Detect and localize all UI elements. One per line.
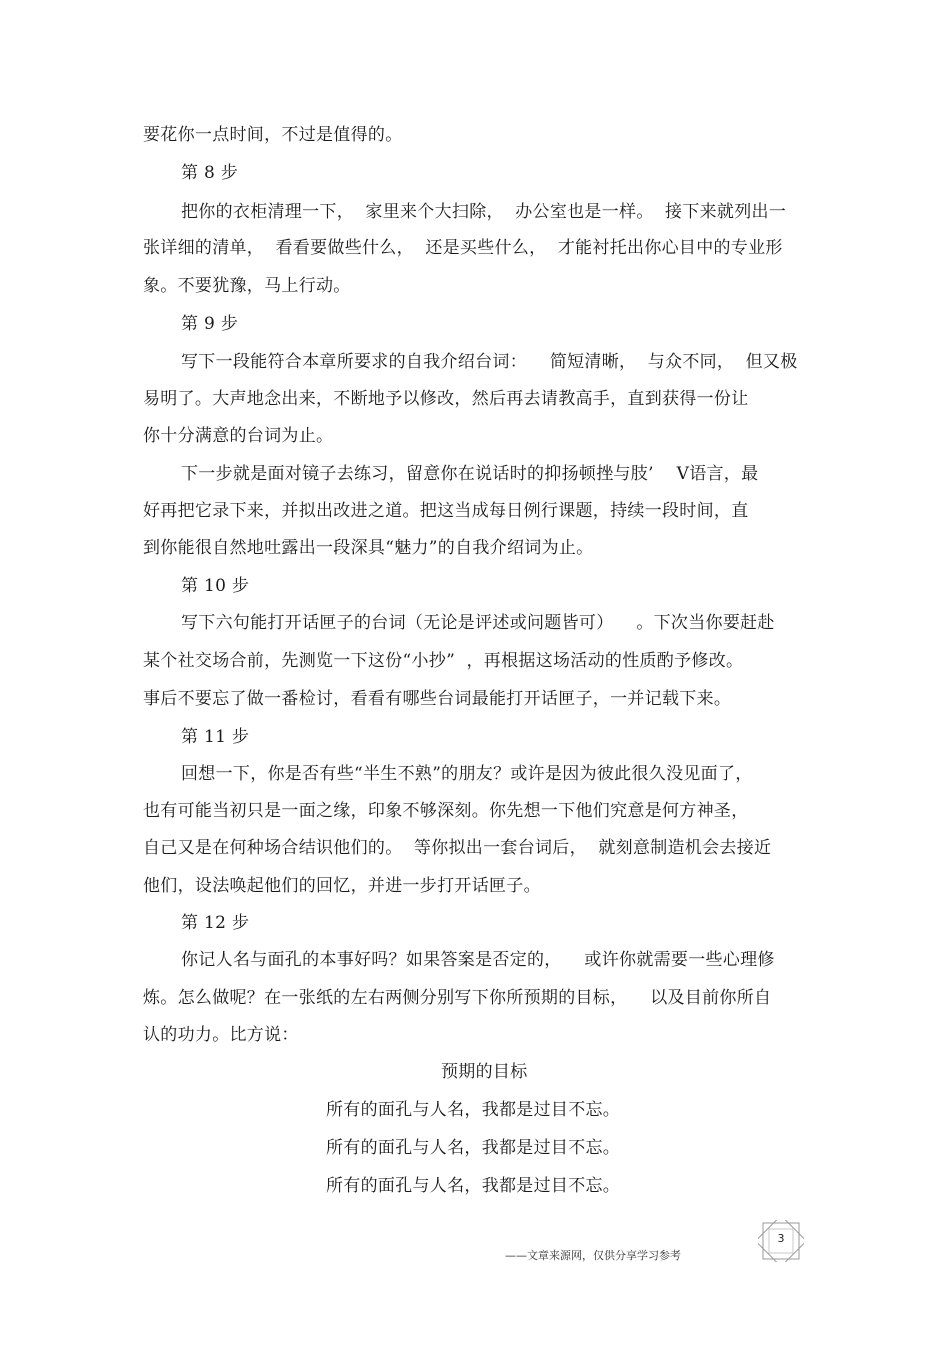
body-line: 第 11 步	[181, 727, 250, 747]
body-line: 张详细的清单， 看看要做些什么， 还是买些什么， 才能衬托出你心目中的专业形	[143, 238, 783, 258]
body-line: 也有可能当初只是一面之缘，印象不够深刻。你先想一下他们究意是何方神圣，	[143, 801, 749, 821]
body-line: 下一步就是面对镜子去练习，留意你在说话时的抑扬顿挫与肢’ V语言，最	[181, 464, 759, 484]
body-line: 好再把它录下来，并拟出改进之道。把这当成每日例行课题，持续一段时间，直	[143, 501, 749, 521]
body-line: 易明了。大声地念出来，不断地予以修改，然后再去请教高手，直到获得一份让	[143, 389, 749, 409]
body-line: 你十分满意的台词为止。	[143, 426, 334, 446]
body-line: 象。不要犹豫，马上行动。	[143, 276, 351, 296]
body-line: 你记人名与面孔的本事好吗？如果答案是否定的， 或许你就需要一些心理修	[181, 950, 775, 970]
body-line: 自己又是在何种场合结识他们的。 等你拟出一套台词后， 就刻意制造机会去接近	[143, 838, 772, 858]
body-line: 某个社交场合前，先测览一下这份“小抄” ，再根据这场活动的性质酌予修改。	[143, 651, 744, 671]
body-line: 第 9 步	[181, 314, 239, 334]
body-line: 第 10 步	[181, 576, 250, 596]
body-line: 他们，设法唤起他们的回忆，并进一步打开话匣子。	[143, 876, 541, 896]
center-line: 所有的面孔与人名，我都是过目不忘。	[326, 1176, 621, 1196]
body-line: 认的功力。比方说：	[143, 1025, 299, 1045]
body-line: 写下六句能打开话匣子的台词（无论是评述或问题皆可） 。下次当你要赶赴	[181, 613, 775, 633]
body-line: 要花你一点时间，不过是值得的。	[143, 125, 403, 145]
center-heading: 预期的目标	[441, 1062, 528, 1082]
center-line: 所有的面孔与人名，我都是过目不忘。	[326, 1100, 621, 1120]
page-number: 3	[777, 1232, 785, 1245]
body-line: 回想一下，你是否有些“半生不熟”的朋友？或许是因为彼此很久没见面了，	[181, 764, 753, 784]
body-line: 把你的衣柜清理一下， 家里来个大扫除， 办公室也是一样。 接下来就列出一	[181, 202, 787, 222]
center-line: 所有的面孔与人名，我都是过目不忘。	[326, 1138, 621, 1158]
body-line: 事后不要忘了做一番检讨，看看有哪些台词最能打开话匣子，一并记载下来。	[143, 689, 732, 709]
body-line: 第 8 步	[181, 163, 239, 183]
footer-source: ——文章来源网，仅供分享学习参考	[505, 1249, 681, 1262]
body-line: 写下一段能符合本章所要求的自我介绍台词： 简短清晰， 与众不同， 但又极	[181, 352, 798, 372]
body-line: 炼。怎么做呢？在一张纸的左右两侧分别写下你所预期的目标， 以及目前你所自	[143, 988, 772, 1008]
body-line: 到你能很自然地吐露出一段深具“魅力”的自我介绍词为止。	[143, 538, 594, 558]
body-line: 第 12 步	[181, 913, 250, 933]
